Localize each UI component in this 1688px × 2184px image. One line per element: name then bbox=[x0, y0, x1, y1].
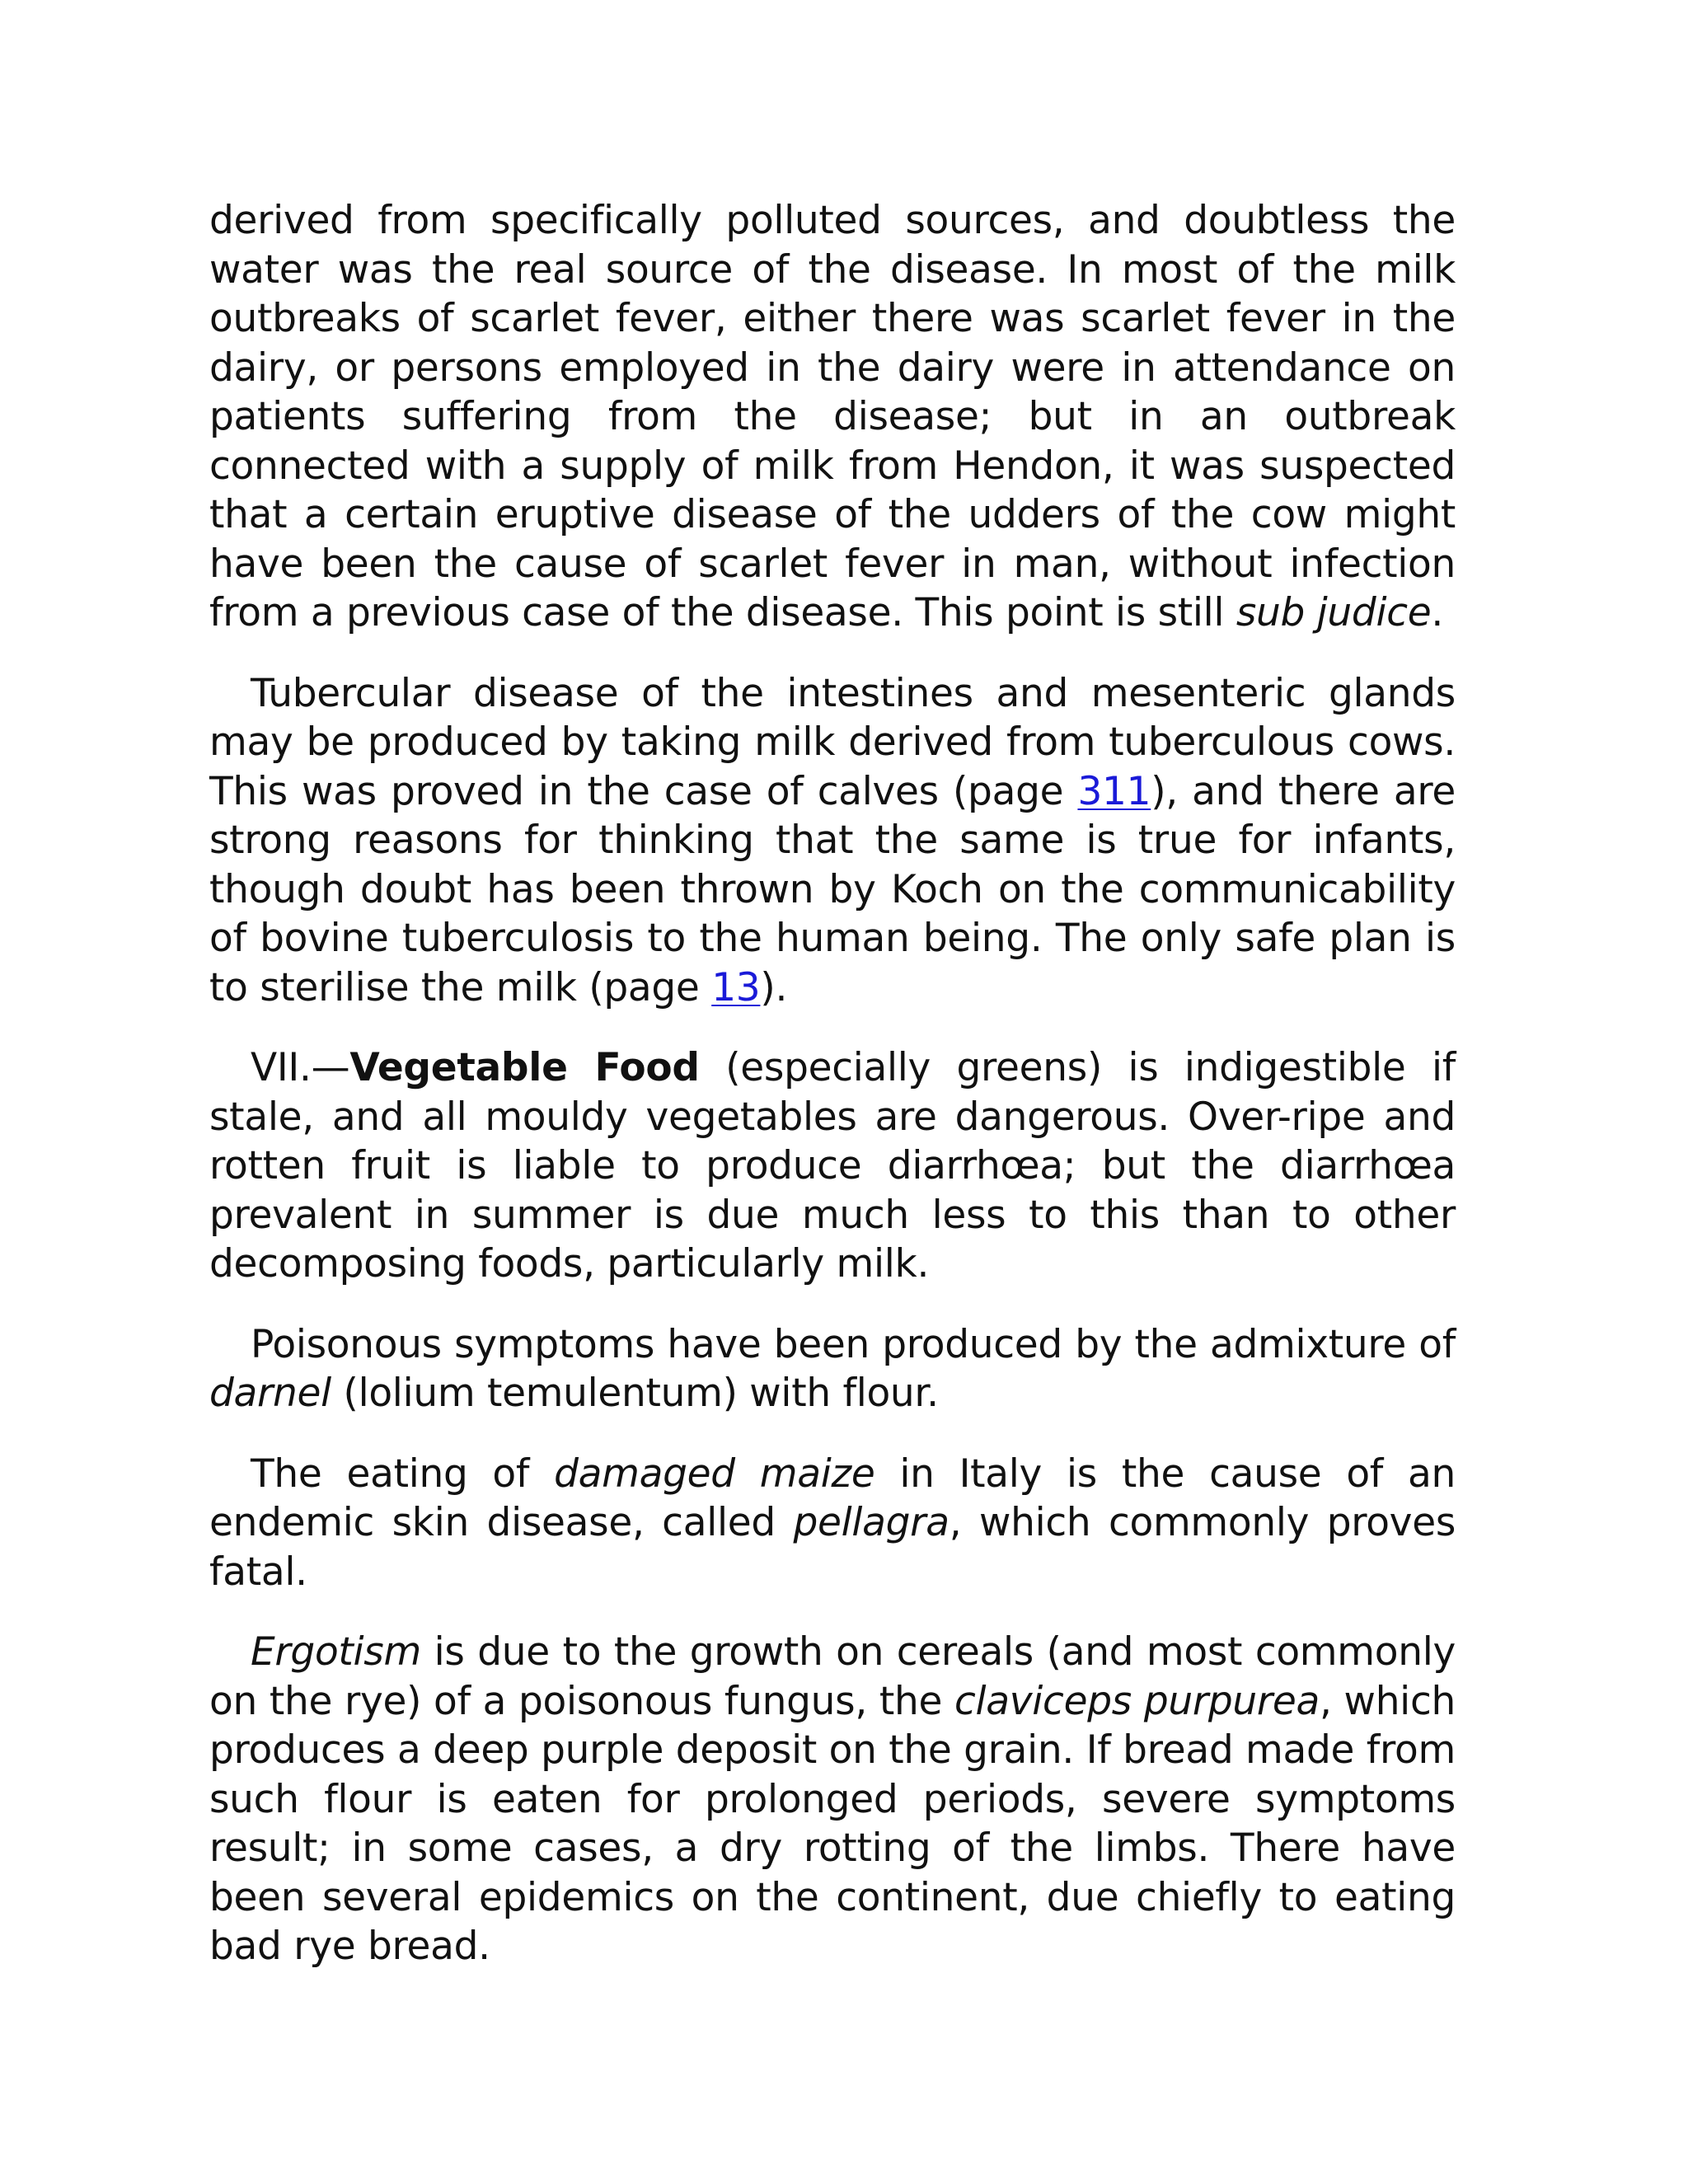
section-number: VII.— bbox=[251, 1045, 350, 1090]
text-segment: in Italy is the cause of an endemic skin disease, called bbox=[209, 1451, 1456, 1545]
italic-term-claviceps-purpurea: claviceps purpurea bbox=[954, 1678, 1320, 1724]
page-link-13[interactable]: 13 bbox=[711, 964, 761, 1010]
page-body bbox=[209, 196, 1456, 2003]
italic-term-ergotism: Ergotism bbox=[251, 1629, 421, 1675]
italic-term-sub-judice: sub judice bbox=[1236, 590, 1432, 635]
text-segment: (lolium temulentum) with flour. bbox=[331, 1371, 939, 1416]
section-heading-vegetable-food: Vegetable Food bbox=[349, 1045, 700, 1090]
italic-term-damaged-maize: damaged maize bbox=[554, 1451, 875, 1497]
text-segment: ). bbox=[760, 964, 788, 1010]
text-segment: derived from specifically polluted sources, and doubtless the water was the real source of the disease. In most of the milk outbreaks of scarlet fever, either there was scarlet fever in the dairy, or persons employed in the dairy were in attendance on patients suffering from the disease; but in an outbreak connected with a supply of milk from Hendon, it was suspected that a certain eruptive disease of the udders of the cow might have been the cause of scarlet fever in man, without infection from a previous case of the disease. This point is still bbox=[209, 198, 1456, 635]
text-segment: , which commonly proves fatal. bbox=[209, 1500, 1456, 1595]
paragraph-scarlet-fever bbox=[209, 196, 1456, 638]
paragraph-tubercular-disease bbox=[209, 669, 1456, 1013]
text-segment: ), and there are strong reasons for thinking that the same is true for infants, though doubt has been thrown by Koch on the communicability of bovine tuberculosis to the human being. The only safe plan is to sterilise the milk (page bbox=[209, 768, 1456, 1010]
text-segment: The eating of bbox=[251, 1451, 555, 1497]
text-segment: Tubercular disease of the intestines and mesenteric glands may be produced by taking milk derived from tuberculous cows. This was proved in the case of calves (page bbox=[209, 670, 1456, 814]
text-segment: , which produces a deep purple deposit on the grain. If bread made from such flour is eaten for prolonged periods, severe symptoms result; in some cases, a dry rotting of the limbs. There have been several epidemics on the continent, due chiefly to eating bad rye bread. bbox=[209, 1678, 1456, 1969]
paragraph-vegetable-food bbox=[209, 1043, 1456, 1289]
paragraph-ergotism bbox=[209, 1628, 1456, 1971]
text-segment: . bbox=[1431, 590, 1444, 635]
italic-term-darnel: darnel bbox=[209, 1371, 331, 1416]
paragraph-darnel bbox=[209, 1320, 1456, 1418]
text-segment: Poisonous symptoms have been produced by the admixture of bbox=[251, 1321, 1456, 1367]
text-segment: is due to the growth on cereals (and most commonly on the rye) of a poisonous fungus, the bbox=[209, 1629, 1456, 1724]
italic-term-pellagra: pellagra bbox=[793, 1500, 950, 1545]
page-link-311[interactable]: 311 bbox=[1077, 768, 1151, 814]
text-segment: (especially greens) is indigestible if stale, and all mouldy vegetables are dangerous. Over-ripe and rotten fruit is liable to produce diarrhœa; but the diarrhœa prevalent in summer is due much less to this than to other decomposing foods, particularly milk. bbox=[209, 1045, 1456, 1286]
paragraph-pellagra bbox=[209, 1450, 1456, 1597]
